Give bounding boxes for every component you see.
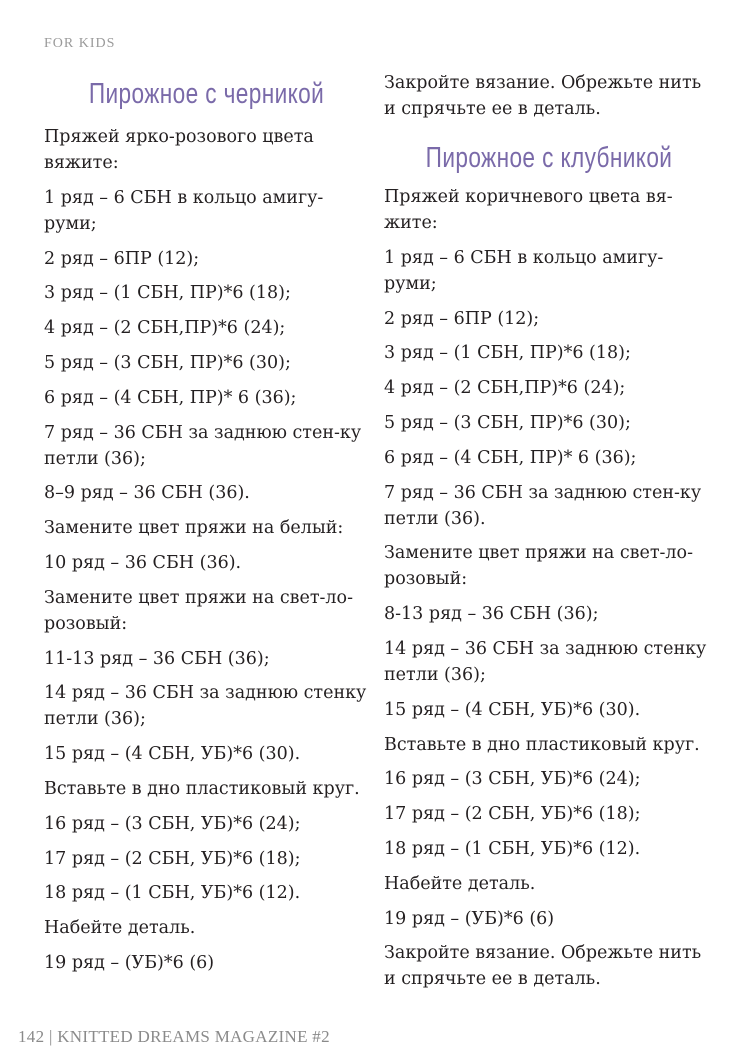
instruction-paragraph: Пряжей коричневого цвета вя-жите:: [384, 187, 673, 233]
instruction-paragraph: 15 ряд – (4 СБН, УБ)*6 (30).: [384, 699, 641, 720]
right-column: [384, 70, 714, 1001]
page-footer: 142 | KNITTED DREAMS MAGAZINE #2: [18, 1027, 330, 1046]
instruction-paragraph: 1 ряд – 6 СБН в кольцо амигу-руми;: [44, 187, 324, 234]
left-paragraphs: [44, 124, 369, 976]
instruction-paragraph: 3 ряд – (1 СБН, ПР)*6 (18);: [384, 343, 631, 364]
recipe-title-strawberry: Пирожное с клубникой: [425, 142, 673, 174]
instruction-paragraph: 5 ряд – (3 СБН, ПР)*6 (30);: [44, 352, 291, 373]
instruction-paragraph: 19 ряд – (УБ)*6 (6): [44, 952, 215, 973]
section-label: FOR KIDS: [44, 36, 116, 51]
instruction-paragraph: 1 ряд – 6 СБН в кольцо амигу-руми;: [384, 247, 664, 294]
instruction-paragraph: 2 ряд – 6ПР (12);: [44, 248, 200, 269]
instruction-paragraph: 16 ряд – (3 СБН, УБ)*6 (24);: [44, 813, 301, 834]
instruction-paragraph: Вставьте в дно пластиковый круг.: [44, 778, 360, 799]
instruction-paragraph: 7 ряд – 36 СБН за заднюю стен-ку петли (36);: [44, 422, 362, 469]
instruction-paragraph: 4 ряд – (2 СБН,ПР)*6 (24);: [384, 378, 626, 399]
left-column: [44, 70, 369, 985]
instruction-paragraph: Набейте деталь.: [384, 873, 536, 894]
instruction-paragraph: 8–9 ряд – 36 СБН (36).: [44, 483, 250, 504]
instruction-paragraph: 7 ряд – 36 СБН за заднюю стен-ку петли (36).: [384, 482, 702, 529]
instruction-paragraph: 18 ряд – (1 СБН, УБ)*6 (12).: [384, 838, 641, 859]
instruction-paragraph: 19 ряд – (УБ)*6 (6): [384, 908, 555, 929]
instruction-paragraph: 6 ряд – (4 СБН, ПР)* 6 (36);: [384, 447, 637, 468]
instruction-paragraph: 17 ряд – (2 СБН, УБ)*6 (18);: [44, 848, 301, 869]
instruction-paragraph: Пряжей ярко-розового цвета вяжите:: [44, 127, 314, 173]
instruction-paragraph: 8-13 ряд – 36 СБН (36);: [384, 604, 599, 625]
instruction-paragraph: Закройте вязание. Обрежьте нить и спрячьте ее в деталь.: [384, 943, 702, 990]
instruction-paragraph: 6 ряд – (4 СБН, ПР)* 6 (36);: [44, 387, 297, 408]
instruction-paragraph: Замените цвет пряжи на свет-ло-розовый:: [44, 587, 354, 634]
recipe-title-blueberry: Пирожное с черникой: [88, 78, 325, 110]
instruction-paragraph: 16 ряд – (3 СБН, УБ)*6 (24);: [384, 769, 641, 790]
instruction-paragraph: 5 ряд – (3 СБН, ПР)*6 (30);: [384, 412, 631, 433]
instruction-paragraph: 15 ряд – (4 СБН, УБ)*6 (30).: [44, 744, 301, 765]
instruction-paragraph: Замените цвет пряжи на белый:: [44, 518, 344, 539]
instruction-paragraph: 14 ряд – 36 СБН за заднюю стенку петли (36);: [44, 683, 367, 730]
instruction-paragraph: 2 ряд – 6ПР (12);: [384, 308, 540, 329]
instruction-paragraph: 10 ряд – 36 СБН (36).: [44, 552, 242, 573]
closing-paragraph: Закройте вязание. Обрежьте нить и спрячьте ее в деталь.: [384, 73, 702, 119]
instruction-paragraph: Набейте деталь.: [44, 918, 196, 939]
instruction-paragraph: 4 ряд – (2 СБН,ПР)*6 (24);: [44, 318, 286, 339]
instruction-paragraph: 18 ряд – (1 СБН, УБ)*6 (12).: [44, 883, 301, 904]
instruction-paragraph: 14 ряд – 36 СБН за заднюю стенку петли (36);: [384, 638, 707, 685]
instruction-paragraph: 11-13 ряд – 36 СБН (36);: [44, 648, 270, 669]
instruction-paragraph: 17 ряд – (2 СБН, УБ)*6 (18);: [384, 804, 641, 825]
instruction-paragraph: Замените цвет пряжи на свет-ло-розовый:: [384, 543, 694, 590]
instruction-paragraph: 3 ряд – (1 СБН, ПР)*6 (18);: [44, 283, 291, 304]
right-paragraphs: [384, 184, 714, 992]
instruction-paragraph: Вставьте в дно пластиковый круг.: [384, 734, 700, 755]
